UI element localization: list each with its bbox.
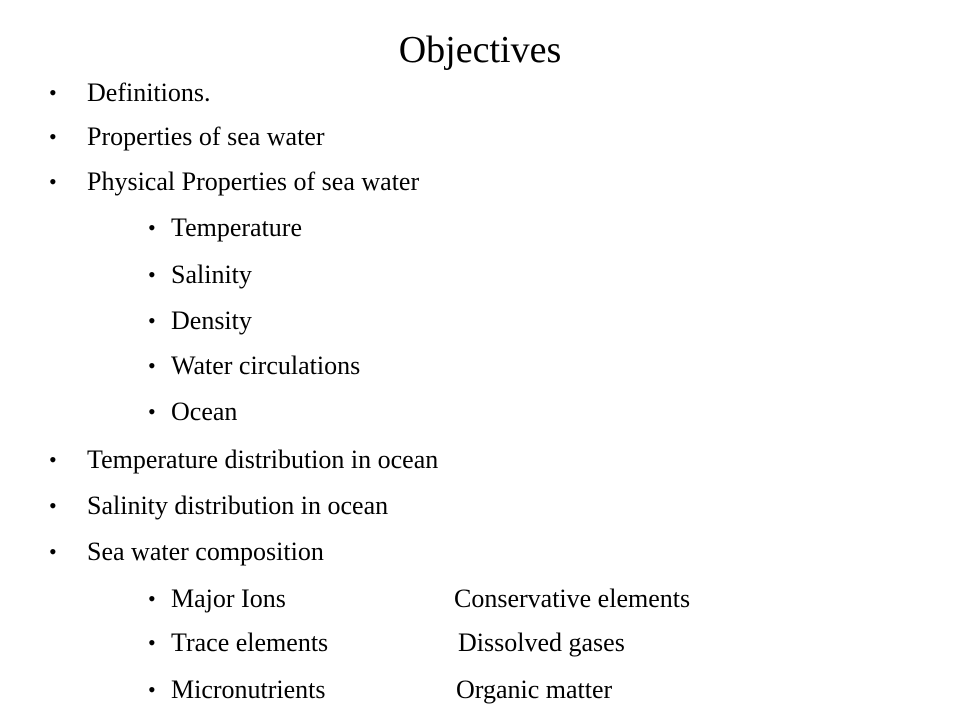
bullet-icon: • [148, 262, 156, 287]
bullet-icon: • [148, 215, 156, 240]
list-item-label: Major Ions [171, 584, 286, 613]
bullet-icon: • [49, 124, 57, 149]
list-item-label: Water circulations [171, 351, 361, 380]
list-item-label: Definitions. [87, 78, 211, 107]
list-item [49, 78, 211, 108]
bullet-icon: • [148, 353, 156, 378]
sub-list-item [148, 675, 613, 705]
list-item-label: Salinity distribution in ocean [87, 491, 389, 520]
sub-list-item [148, 306, 252, 336]
bullet-icon: • [148, 308, 156, 333]
list-item [49, 122, 325, 152]
bullet-icon: • [148, 677, 156, 702]
list-item-label: Temperature distribution in ocean [87, 445, 439, 474]
list-item-label: Sea water composition [87, 537, 324, 566]
list-item-label-secondary: Conservative elements [454, 584, 691, 613]
list-item-label: Density [171, 306, 252, 335]
list-item [49, 167, 420, 197]
bullet-icon: • [49, 80, 57, 105]
bullet-icon: • [49, 493, 57, 518]
sub-list-item [148, 213, 302, 243]
sub-list-item [148, 260, 252, 290]
list-item-label: Ocean [171, 397, 238, 426]
list-item-label-secondary: Organic matter [456, 675, 613, 704]
bullet-icon: • [148, 630, 156, 655]
list-item-label: Salinity [171, 260, 252, 289]
bullet-icon: • [148, 399, 156, 424]
bullet-icon: • [49, 447, 57, 472]
list-item-label: Physical Properties of sea water [87, 167, 420, 196]
sub-list-item [148, 584, 691, 614]
list-item-label: Micronutrients [171, 675, 326, 704]
bullet-icon: • [49, 169, 57, 194]
list-item [49, 491, 389, 521]
list-item [49, 537, 324, 567]
sub-list-item [148, 397, 238, 427]
sub-list-item [148, 628, 625, 658]
list-item-label: Trace elements [171, 628, 329, 657]
sub-list-item [148, 351, 361, 381]
bullet-icon: • [148, 586, 156, 611]
bullet-icon: • [49, 539, 57, 564]
list-item-label: Properties of sea water [87, 122, 325, 151]
list-item-label: Temperature [171, 213, 302, 242]
slide-title: Objectives [398, 29, 562, 71]
list-item-label-secondary: Dissolved gases [458, 628, 625, 657]
list-item [49, 445, 439, 475]
